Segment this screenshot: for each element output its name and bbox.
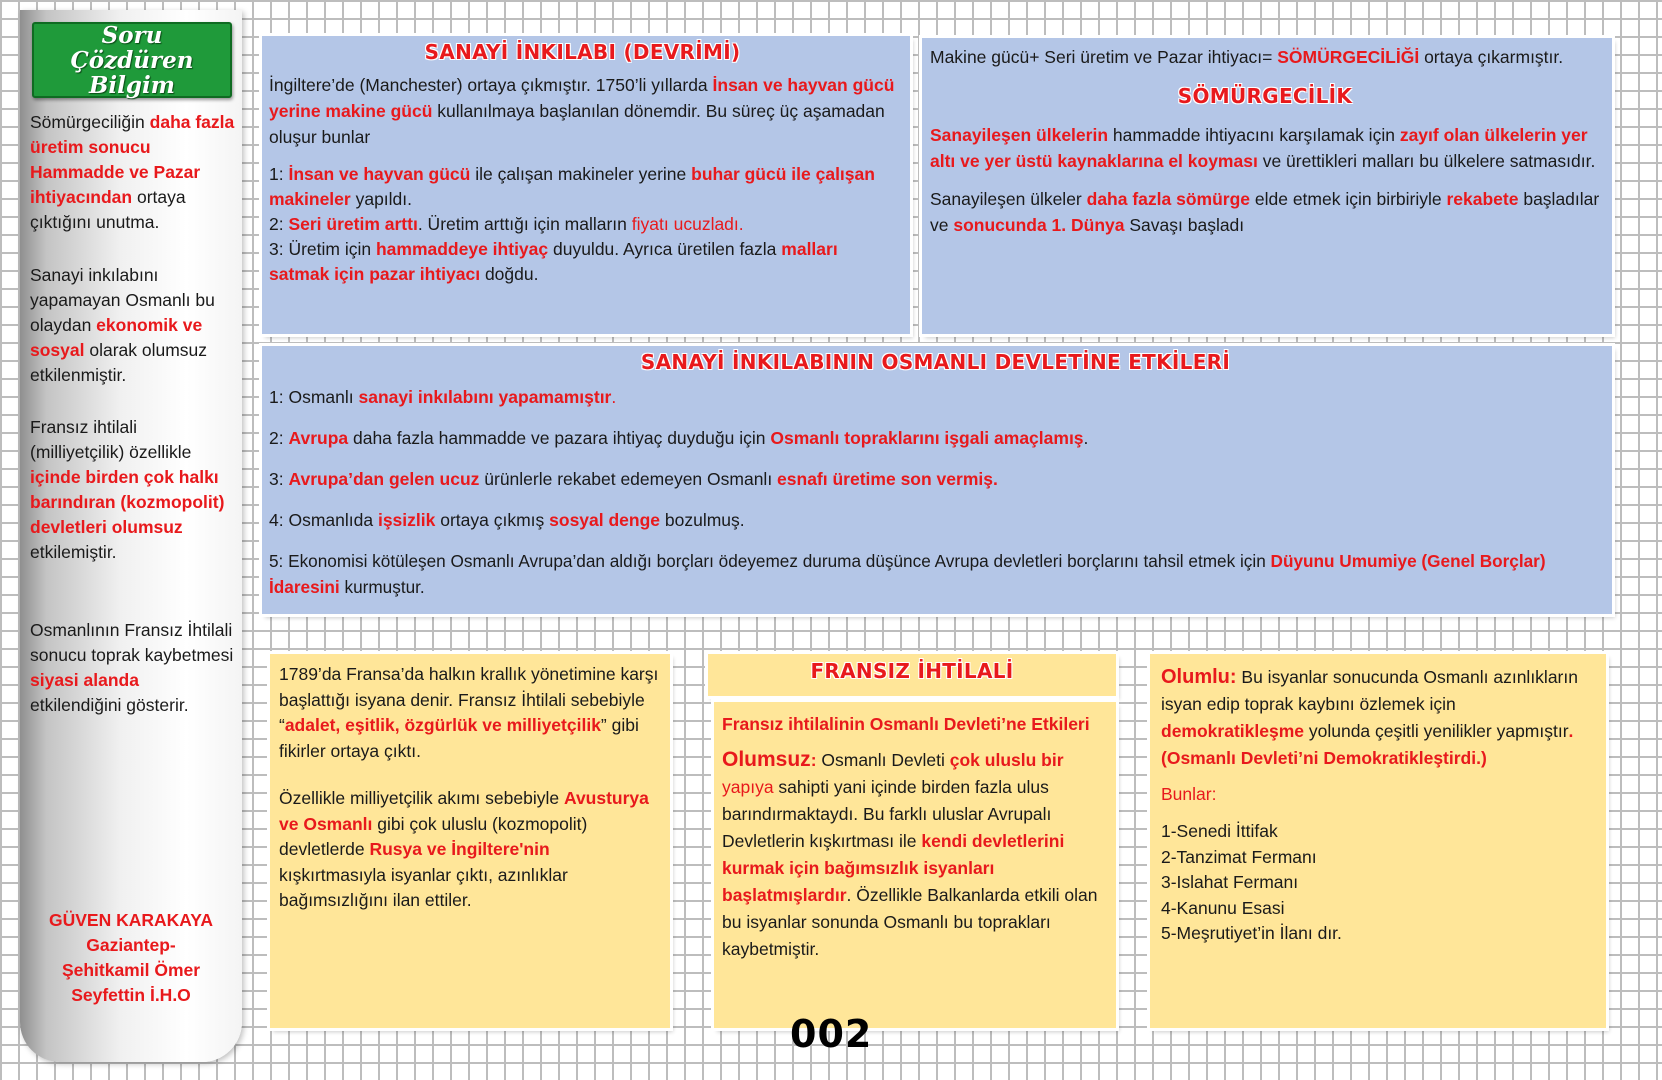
note-text: ortaya çıktığını unutma. (30, 187, 186, 232)
text: . Üretim arttığı için malların (417, 214, 632, 234)
paragraph (269, 72, 896, 150)
sidebar-note-territory (30, 618, 235, 718)
highlight: Avusturya ve Osmanlı (279, 788, 649, 834)
text: 3: (269, 469, 289, 489)
text: Özellikle milliyetçilik akımı sebebiyle (279, 788, 564, 808)
list-title: Bunlar: (1161, 784, 1217, 804)
note-text: etkilendiğini gösterir. (30, 695, 189, 715)
panel-industrial-revolution (262, 36, 910, 334)
highlight: Rusya ve İngiltere'nin (369, 839, 550, 859)
highlight: buhar gücü ile çalışan makineler (269, 164, 875, 209)
highlight: işsizlik (377, 510, 436, 530)
note-highlight: ekonomik ve sosyal (30, 315, 203, 360)
panel-title: FRANSIZ İHTİLALİ (810, 659, 1014, 683)
text: 2: (269, 214, 289, 234)
note-text: etkilemiştir. (30, 542, 117, 562)
highlight: Avrupa (288, 428, 349, 448)
text: hammadde ihtiyacını karşılamak için (1108, 125, 1400, 145)
effect-3 (269, 466, 1602, 492)
positive-label: Olumlu: (1161, 666, 1237, 688)
panel-subtitle: Fransız ihtilalinin Osmanlı Devleti’ne Etkileri (722, 714, 1090, 734)
highlight: sosyal denge (549, 510, 661, 530)
text: 2: (269, 428, 289, 448)
text: daha fazla hammadde ve pazara ihtiyaç duyduğu için (348, 428, 771, 448)
note-text: Fransız ihtilali (milliyetçilik) özellikle (30, 417, 192, 462)
highlight: zayıf olan ülkelerin yer altı ve yer üstü kaynaklarına el koyması (930, 125, 1588, 171)
author-school: Seyfettin İ.H.O (71, 985, 191, 1005)
highlight: Sanayileşen ülkelerin (930, 125, 1109, 145)
panel-french-revolution-header (708, 654, 1116, 696)
note-text: Osmanlının Fransız İhtilali sonucu toprak kaybetmesi (30, 620, 234, 665)
text: Makine gücü+ Seri üretim ve Pazar ihtiyacı= (930, 47, 1278, 67)
paragraph (279, 662, 660, 764)
text: 3: Üretim için (269, 239, 376, 259)
panel-french-definition (270, 654, 670, 1028)
highlight: sanayi inkılabını yapamamıştır (358, 387, 612, 407)
highlight: demokratikleşme (1161, 721, 1304, 741)
note-text: Sanayi inkılabını yapamayan Osmanlı bu olaydan (30, 265, 215, 335)
text: ve ürettikleri malları bu ülkelere satmasıdır. (1257, 151, 1596, 171)
highlight: yapıya (722, 777, 774, 797)
highlight: malları satmak için pazar ihtiyacı (269, 239, 838, 284)
note-highlight: içinde birden çok halkı barındıran (kozmopolit) devletleri olumsuz (30, 467, 225, 537)
text: ürünlerle rekabet edemeyen Osmanlı (479, 469, 778, 489)
text: doğdu. (480, 264, 539, 284)
paragraph (930, 186, 1600, 238)
text: yapıldı. (350, 189, 413, 209)
panel-positive-effects (1150, 654, 1606, 1028)
author-city: Gaziantep- (86, 935, 176, 955)
text: Osmanlı Devleti (816, 750, 950, 770)
highlight: çok uluslu bir (949, 750, 1064, 770)
panel-title: SANAYİ İNKILABI (DEVRİMİ) (424, 40, 741, 64)
panel-title: SANAYİ İNKILABININ OSMANLI DEVLETİNE ETKİLERİ (640, 350, 1231, 374)
paragraph (930, 122, 1600, 174)
text: ” gibi fikirler ortaya çıktı. (279, 715, 639, 761)
text: kurmuştur. (339, 577, 425, 597)
text: Bu isyanlar sonucunda Osmanlı azınlıkların isyan edip toprak kaybını özlemek için (1161, 667, 1578, 714)
highlight: İnsan ve hayvan gücü (288, 164, 471, 184)
reforms-list (1161, 819, 1596, 947)
list-item: 4-Kanunu Esasi (1161, 897, 1285, 918)
formula-line (930, 44, 1600, 70)
text: kullanılmaya başlanılan dönemdir. Bu süreç üç aşamadan oluşur bunlar (269, 101, 885, 147)
text: gibi çok uluslu (kozmopolit) devletlerde (279, 813, 588, 859)
highlight: . (Osmanlı Devleti’ni Demokratikleştirdi.) (1161, 721, 1574, 768)
text: elde etmek için birbiriyle (1250, 189, 1447, 209)
sidebar (20, 10, 242, 1062)
highlight: sonucunda 1. Dünya (953, 215, 1125, 235)
step-3 (269, 237, 896, 287)
highlight: esnafı üretime son vermiş. (777, 469, 998, 489)
highlight: hammaddeye ihtiyaç (375, 239, 549, 259)
list-item: 1-Senedi İttifak (1161, 821, 1278, 841)
author-block (20, 908, 242, 1008)
panel-colonialism (922, 38, 1612, 334)
text: duyuldu. Ayrıca üretilen fazla (548, 239, 782, 259)
text: ile çalışan makineler yerine (470, 164, 692, 184)
highlight: Düyunu Umumiye (Genel Borçlar) İdaresini (269, 551, 1546, 597)
text: İngiltere’de (Manchester) ortaya çıkmıştır. 1750’li yıllarda (269, 75, 713, 95)
text: . Özellikle Balkanlarda etkili olan bu isyanlar sonunda Osmanlı bu toprakları kaybetmiştir. (722, 885, 1098, 959)
effect-4 (269, 507, 1602, 533)
logo (32, 22, 232, 98)
note-highlight: siyasi alanda (30, 670, 139, 690)
positive-effect (1161, 664, 1596, 772)
sidebar-note-ottoman (30, 263, 235, 388)
text: 1789’da Fransa’da halkın krallık yönetimine karşı başlattığı isyana denir. Fransız İhtilali sebebiyle “ (279, 664, 659, 735)
text: Savaşı başladı (1124, 215, 1245, 235)
negative-effect (722, 746, 1106, 963)
text: : (810, 750, 817, 770)
text: ortaya çıkmış (435, 510, 550, 530)
text: Sanayileşen ülkeler (930, 189, 1087, 209)
highlight: fiyatı ucuzladı. (631, 214, 744, 234)
text: başladılar ve (930, 189, 1600, 235)
highlight: İnsan ve hayvan gücü yerine makine gücü (269, 75, 895, 121)
text: bozulmuş. (660, 510, 745, 530)
author-name: GÜVEN KARAKAYA (48, 910, 214, 930)
effect-2 (269, 425, 1602, 451)
text: yolunda çeşitli yenilikler yapmıştır (1304, 721, 1569, 741)
note-text: Sömürgeciliğin (30, 112, 150, 132)
text: kışkırtmasıyla isyanlar çıktı, azınlıklar bağımsızlığını ilan ettiler. (279, 864, 568, 910)
highlight: Seri üretim arttı (288, 214, 418, 234)
panel-ottoman-effects (262, 346, 1612, 614)
negative-label: Olumsuz (722, 748, 811, 771)
step-2 (269, 212, 896, 237)
logo-text: Soru Çözdüren Bilgim (70, 21, 194, 99)
text: 1: (269, 164, 289, 184)
text: 5: Ekonomisi kötüleşen Osmanlı Avrupa’dan aldığı borçları ödeyemez duruma düşünce Avrupa devletleri borçlarını tahsil etmek için (269, 551, 1271, 571)
step-1 (269, 162, 896, 212)
effect-5 (269, 548, 1602, 600)
list-item: 2-Tanzimat Fermanı (1161, 846, 1317, 867)
text: . (611, 387, 617, 407)
highlight: Avrupa’dan gelen ucuz (288, 469, 480, 489)
highlight: daha fazla sömürge (1086, 189, 1251, 209)
list-item: 5-Meşrutiyet’in İlanı dır. (1161, 923, 1342, 943)
highlight: kendi devletlerini kurmak için bağımsızlık isyanları başlatmışlardır (722, 831, 1065, 905)
note-text: olarak olumsuz etkilenmiştir. (30, 340, 208, 385)
highlight: adalet, eşitlik, özgürlük ve milliyetçilik (284, 715, 601, 735)
highlight: Osmanlı topraklarını işgali amaçlamış (770, 428, 1084, 448)
text: 1: Osmanlı (269, 387, 359, 407)
paragraph (279, 786, 660, 914)
highlight: SÖMÜRGECİLİĞİ (1277, 47, 1420, 67)
page-number: 002 (790, 1012, 873, 1056)
note-highlight: daha fazla üretim sonucu Hammadde ve Pazar ihtiyacından (30, 112, 235, 207)
text: ortaya çıkarmıştır. (1419, 47, 1564, 67)
panel-title: SÖMÜRGECİLİK (1177, 84, 1353, 108)
text: . (1083, 428, 1089, 448)
text: sahipti yani içinde birden fazla ulus barındırmaktaydı. Bu farklı uluslar Avrupalı Devletlerin kışkırtması ile (722, 777, 1052, 851)
sidebar-note-french (30, 415, 235, 565)
author-school: Şehitkamil Ömer (61, 960, 201, 980)
sidebar-note-colonialism (30, 110, 235, 235)
text: 4: Osmanlıda (269, 510, 378, 530)
list-item: 3-Islahat Fermanı (1161, 872, 1299, 892)
panel-french-revolution-effects (714, 702, 1116, 1028)
effect-1 (269, 384, 1602, 410)
highlight: rekabete (1446, 189, 1519, 209)
